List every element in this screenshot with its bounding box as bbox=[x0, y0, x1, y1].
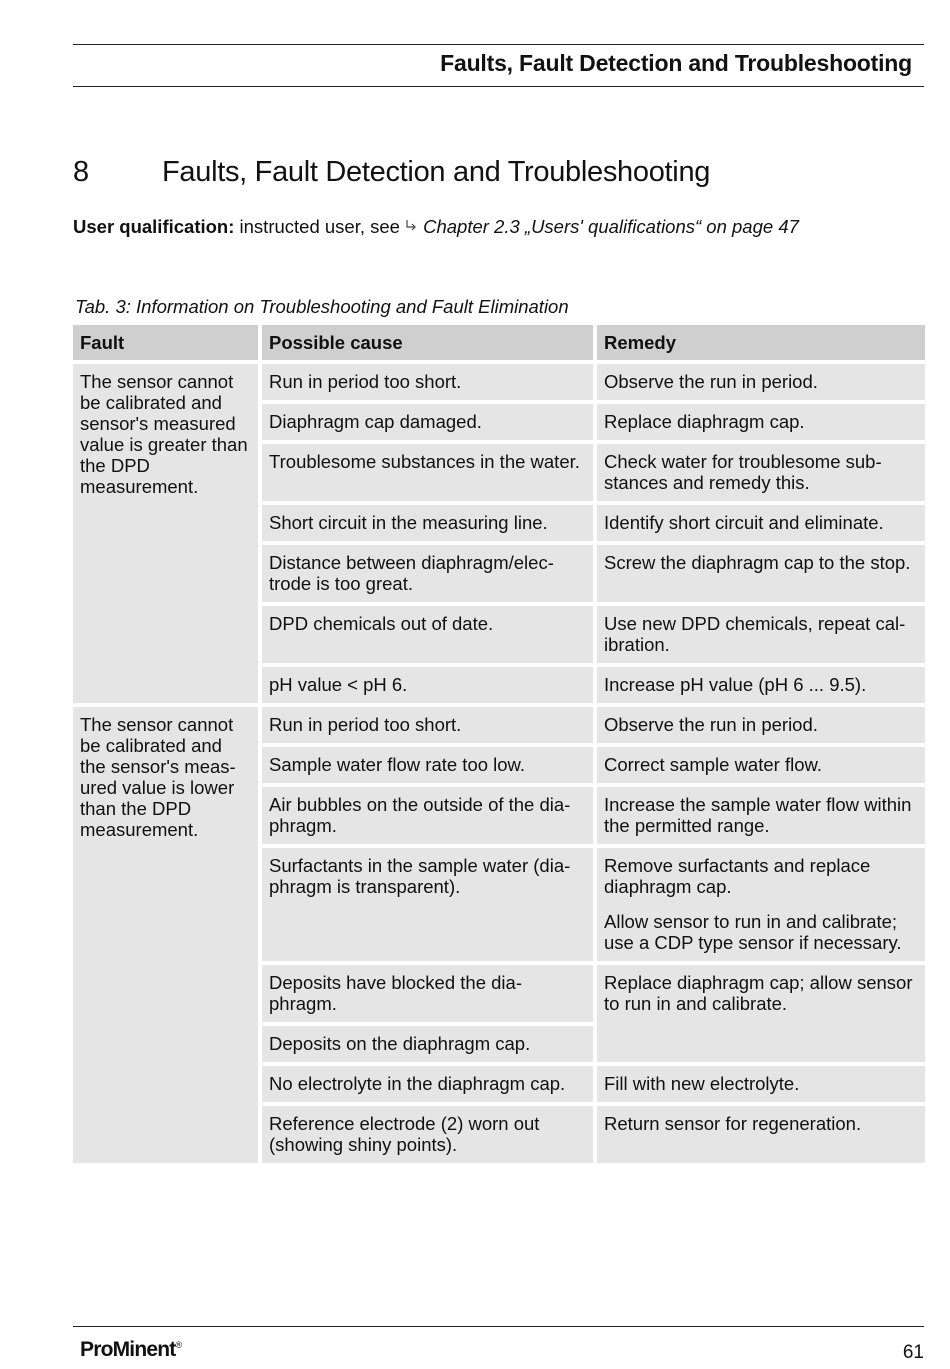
cause-cell: Diaphragm cap damaged. bbox=[262, 404, 593, 440]
remedy-cell: Replace diaphragm cap; allow sensor to run in and calibrate. bbox=[597, 965, 925, 1062]
table-row bbox=[73, 364, 925, 400]
page-number: 61 bbox=[902, 1342, 924, 1363]
table-row bbox=[73, 707, 925, 743]
cause-cell: pH value < pH 6. bbox=[262, 667, 593, 703]
fault-cell: The sensor cannot be calibrated and the sensor's meas-ured value is lower than the DPD measurement. bbox=[73, 707, 258, 1163]
cause-cell: Reference electrode (2) worn out (showing shiny points). bbox=[262, 1106, 593, 1163]
remedy-cell: Observe the run in period. bbox=[597, 707, 925, 743]
header-top-rule bbox=[73, 44, 924, 45]
cause-cell: Short circuit in the measuring line. bbox=[262, 505, 593, 541]
cause-cell: Deposits on the diaphragm cap. bbox=[262, 1026, 593, 1062]
remedy-cell: Replace diaphragm cap. bbox=[597, 404, 925, 440]
cause-cell: Troublesome substances in the water. bbox=[262, 444, 593, 501]
chapter-reference-link[interactable]: Chapter 2.3 „Users' qualifications“ on page 47 bbox=[423, 216, 799, 237]
registered-mark: ® bbox=[175, 1340, 182, 1350]
cause-cell: Distance between diaphragm/elec-trode is too great. bbox=[262, 545, 593, 602]
troubleshooting-table bbox=[69, 321, 929, 1167]
remedy-paragraph: Remove surfactants and replace diaphragm cap. bbox=[604, 855, 871, 897]
cause-cell: Deposits have blocked the dia-phragm. bbox=[262, 965, 593, 1022]
running-header-title: Faults, Fault Detection and Troubleshooting bbox=[440, 50, 912, 76]
remedy-cell: Correct sample water flow. bbox=[597, 747, 925, 783]
qualification-label: User qualification: bbox=[73, 216, 235, 237]
column-header-fault: Fault bbox=[73, 325, 258, 360]
cause-cell: Run in period too short. bbox=[262, 707, 593, 743]
cause-cell: Air bubbles on the outside of the dia-phragm. bbox=[262, 787, 593, 844]
remedy-cell: Increase pH value (pH 6 ... 9.5). bbox=[597, 667, 925, 703]
column-header-remedy: Remedy bbox=[597, 325, 925, 360]
qualification-text: instructed user, see bbox=[239, 216, 400, 237]
remedy-cell: Screw the diaphragm cap to the stop. bbox=[597, 545, 925, 602]
chapter-title: Faults, Fault Detection and Troubleshooting bbox=[162, 156, 711, 188]
cause-cell: DPD chemicals out of date. bbox=[262, 606, 593, 663]
cause-cell: Sample water flow rate too low. bbox=[262, 747, 593, 783]
fault-cell: The sensor cannot be calibrated and sensor's measured value is greater than the DPD measurement. bbox=[73, 364, 258, 703]
logo-text: ProMinent bbox=[80, 1338, 176, 1361]
cause-cell: Run in period too short. bbox=[262, 364, 593, 400]
remedy-cell bbox=[597, 848, 925, 961]
remedy-cell: Check water for troublesome sub-stances and remedy this. bbox=[597, 444, 925, 501]
remedy-cell: Increase the sample water flow within the permitted range. bbox=[597, 787, 925, 844]
cause-cell: No electrolyte in the diaphragm cap. bbox=[262, 1066, 593, 1102]
remedy-cell: Return sensor for regeneration. bbox=[597, 1106, 925, 1163]
footer-rule bbox=[73, 1326, 924, 1327]
prominent-logo bbox=[80, 1338, 181, 1362]
remedy-cell: Use new DPD chemicals, repeat cal-ibration. bbox=[597, 606, 925, 663]
header-bottom-rule bbox=[73, 86, 924, 87]
remedy-paragraph: Allow sensor to run in and calibrate; use a CDP type sensor if necessary. bbox=[604, 911, 902, 953]
table-caption: Tab. 3: Information on Troubleshooting and Fault Elimination bbox=[75, 296, 569, 317]
table-header-row bbox=[73, 325, 925, 360]
column-header-cause: Possible cause bbox=[262, 325, 593, 360]
remedy-cell: Identify short circuit and eliminate. bbox=[597, 505, 925, 541]
arrow-reference-icon bbox=[405, 219, 419, 236]
cause-cell: Surfactants in the sample water (dia-phragm is transparent). bbox=[262, 848, 593, 961]
chapter-number: 8 bbox=[73, 156, 90, 188]
user-qualification bbox=[73, 216, 799, 238]
remedy-cell: Fill with new electrolyte. bbox=[597, 1066, 925, 1102]
remedy-cell: Observe the run in period. bbox=[597, 364, 925, 400]
